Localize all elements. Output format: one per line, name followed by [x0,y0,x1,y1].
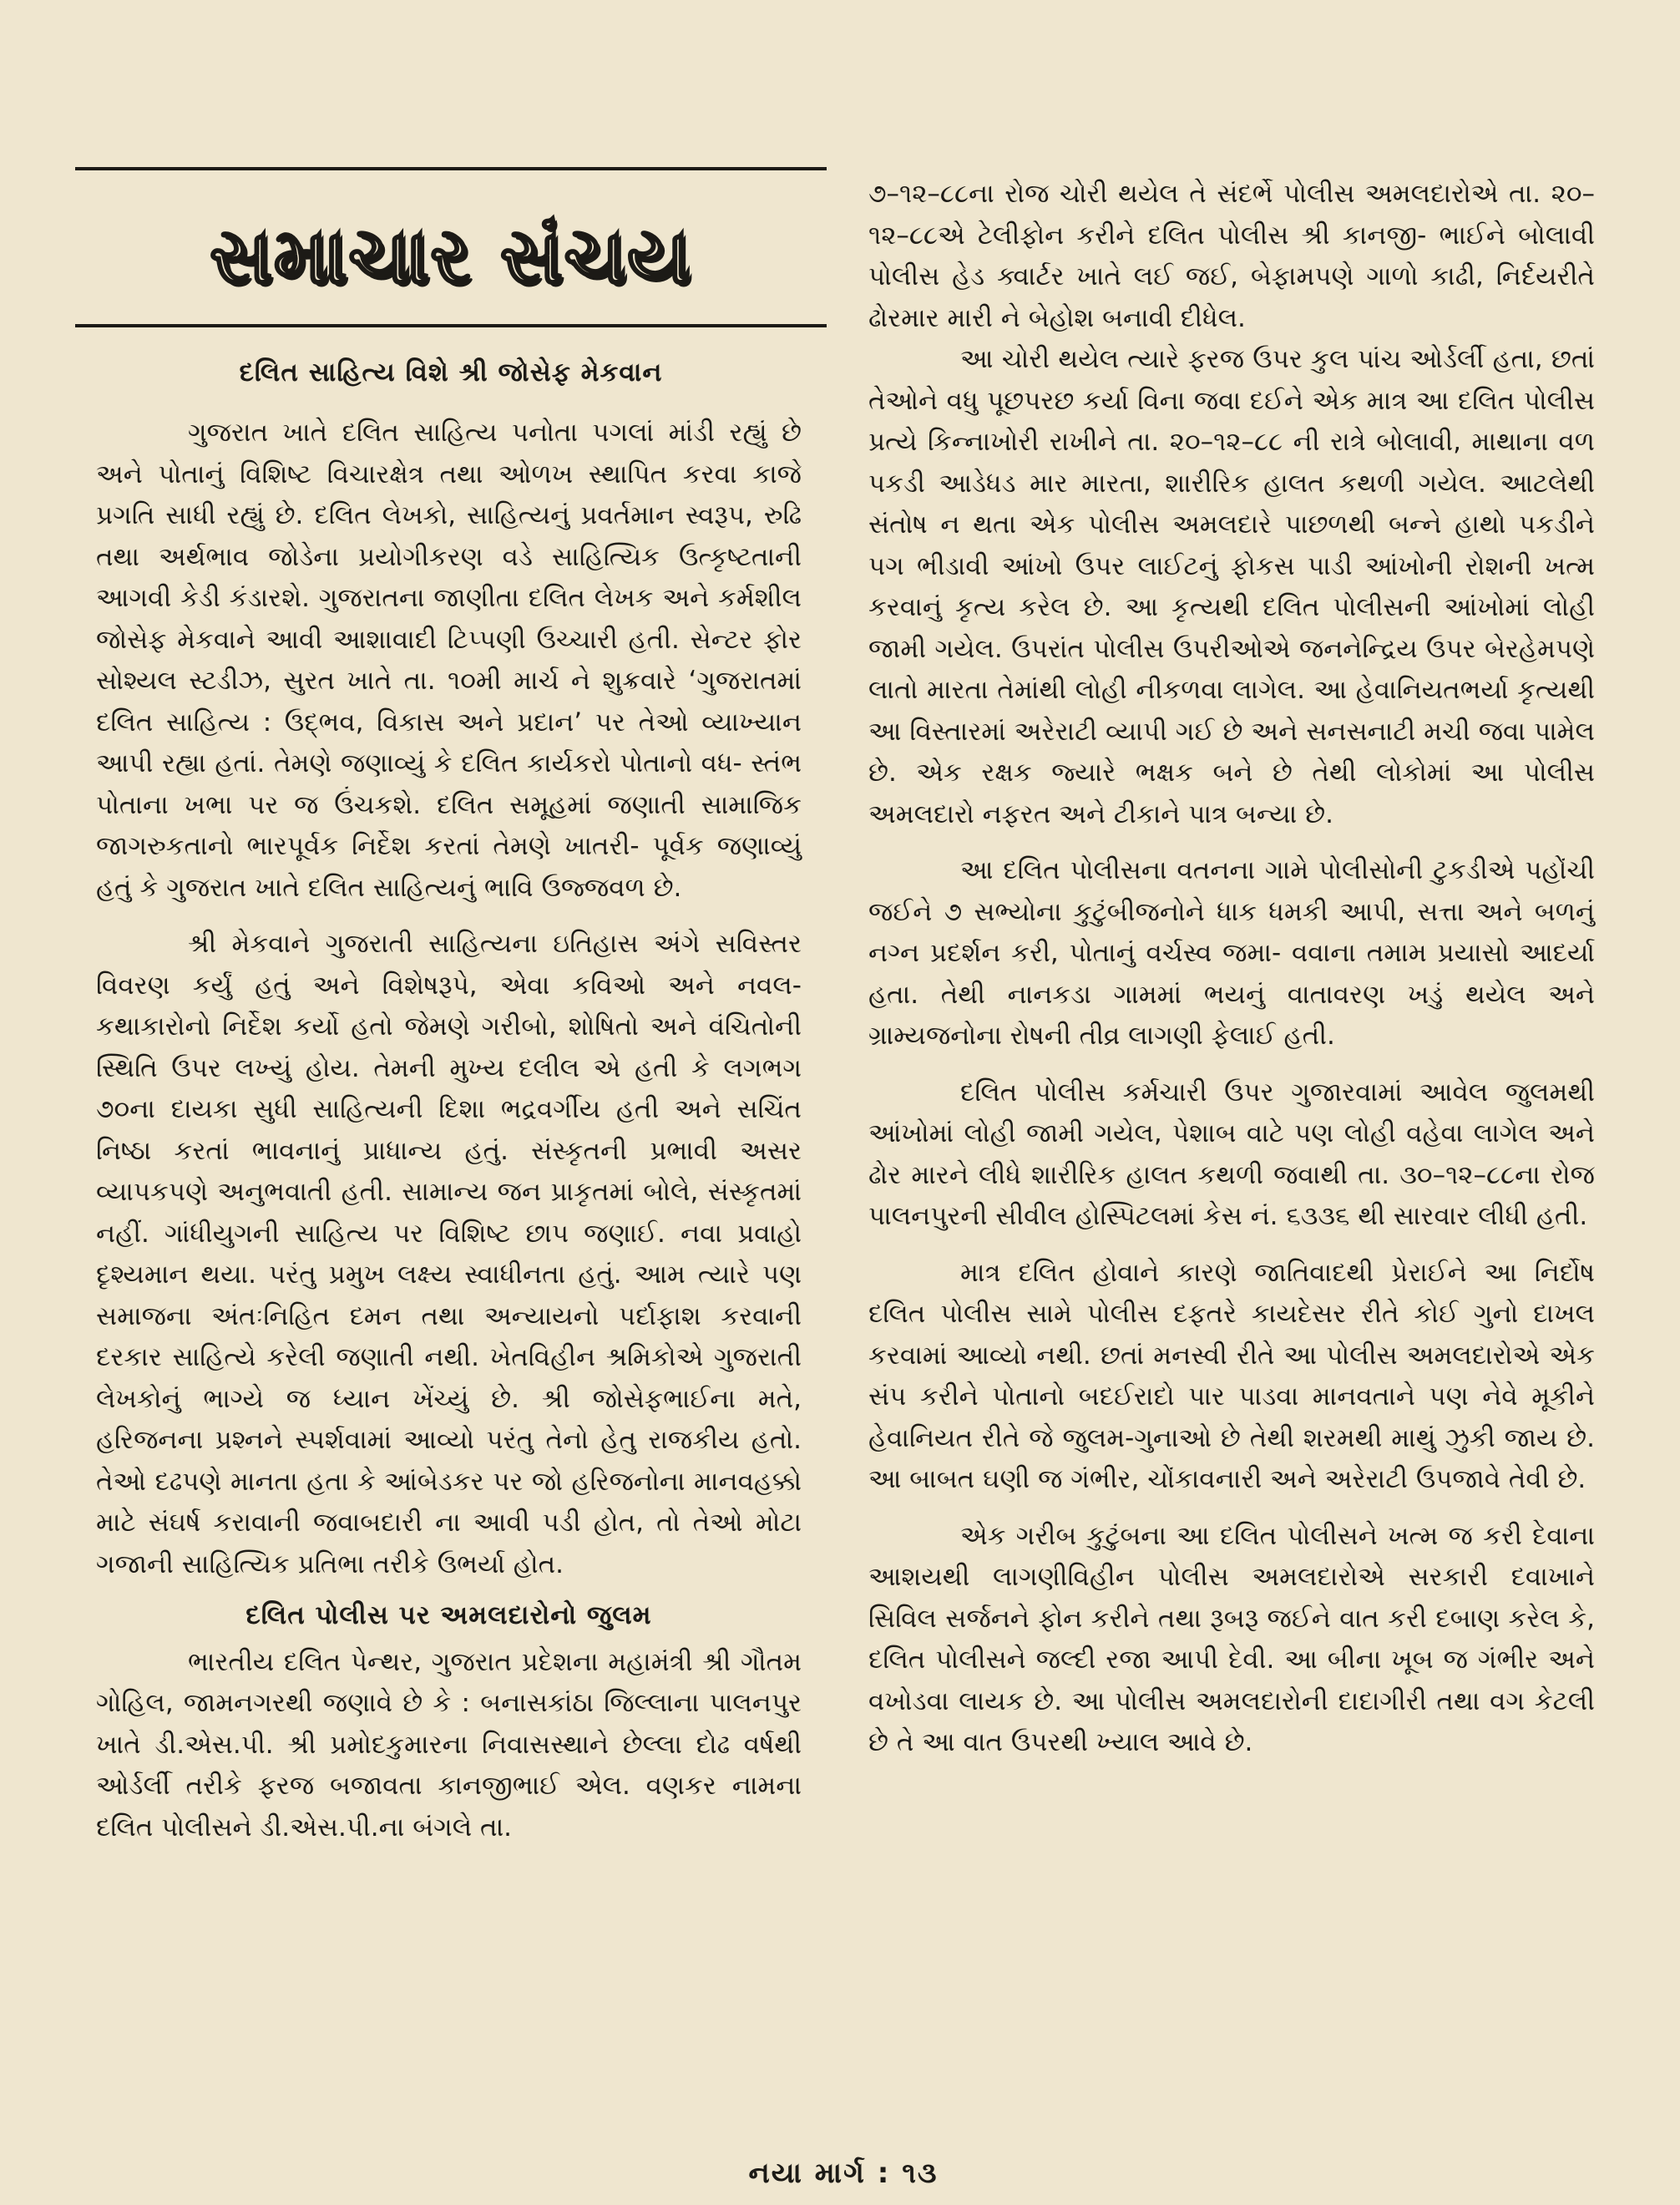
article1-paragraph: શ્રી મેકવાને ગુજરાતી સાહિત્યના ઇતિહાસ અંગે સવિસ્તર વિવરણ કર્યું હતું અને વિશેષરૂપે, એવા કવિઓ અને નવલ- કથાકારોનો નિર્દેશ કર્યો હતો જેમણે ગરીબો, શોષિતો અને વંચિતોની સ્થિતિ ઉપર લખ્યું હોય. તેમની મુખ્ય દલીલ એ હતી કે લગભગ ૭૦ના દાયકા સુધી સાહિત્યની દિશા ભદ્રવર્ગીય હતી અને સચિંત નિષ્ઠા કરતાં ભાવનાનું પ્રાધાન્ય હતું. સંસ્કૃતની પ્રભાવી અસર વ્યાપકપણે અનુભવાતી હતી. સામાન્ય જન પ્રાકૃતમાં બોલે, સંસ્કૃતમાં નહીં. ગાંધીયુગની સાહિત્ય પર વિશિષ્ટ છાપ જણાઈ. નવા પ્રવાહો દૃશ્યમાન થયા. પરંતુ પ્રમુખ લક્ષ્ય સ્વાધીનતા હતું. આમ ત્યારે પણ સમાજના અંતઃનિહિત દમન તથા અન્યાયનો પર્દાફાશ કરવાની દરકાર સાહિત્યે કરેલી જણાતી નથી. ખેતવિહીન શ્રમિકોએ ગુજરાતી લેખકોનું ભાગ્યે જ ધ્યાન ખેંચ્યું છે. શ્રી જોસેફભાઈના મતે, હરિજનના પ્રશ્નને સ્પર્શવામાં આવ્યો પરંતુ તેનો હેતુ રાજકીય હતો. તેઓ દઢપણે માનતા હતા કે આંબેડકર પર જો હરિજનોના માનવહક્કો માટે સંઘર્ષ કરાવાની જવાબદારી ના આવી પડી હોત, તો તેઓ મોટા ગજાની સાહિત્યિક પ્રતિભા તરીકે ઉભર્યા હોત. [96,929,802,1579]
right-column [868,174,1595,1764]
article2-paragraph: આ દલિત પોલીસના વતનના ગામે પોલીસોની ટુકડીએ પહોંચી જઈને ૭ સભ્યોના કુટુંબીજનોને ધાક ધમકી આપી, સત્તા અને બળનું નગ્ન પ્રદર્શન કરી, પોતાનું વર્ચસ્વ જમા- વવાના તમામ પ્રયાસો આદર્યા હતા. તેથી નાનકડા ગામમાં ભયનું વાતાવરણ ખડું થયેલ અને ગ્રામ્યજનોના રોષની તીવ્ર લાગણી ફેલાઈ હતી. [868,855,1595,1051]
article2-paragraph: ૭–૧૨–૮૮ના રોજ ચોરી થયેલ તે સંદર્ભે પોલીસ અમલદારોએ તા. ૨૦–૧૨–૮૮એ ટેલીફોન કરીને દલિત પોલીસ શ્રી કાનજી- ભાઈને બોલાવી પોલીસ હેડ ક્વાર્ટર ખાતે લઈ જઈ, બેફામપણે ગાળો કાઢી, નિર્દયરીતે ઢોરમાર મારી ને બેહોશ બનાવી દીધેલ. [868,179,1595,333]
article2-paragraph: માત્ર દલિત હોવાને કારણે જાતિવાદથી પ્રેરાઈને આ નિર્દોષ દલિત પોલીસ સામે પોલીસ દફતરે કાયદેસર રીતે કોઈ ગુનો દાખલ કરવામાં આવ્યો નથી. છતાં મનસ્વી રીતે આ પોલીસ અમલદારોએ એક સંપ કરીને પોતાનો બદઈરાદો પાર પાડવા માનવતાને પણ નેવે મૂકીને હેવાનિયત રીતે જે જુલમ-ગુનાઓ છે તેથી શરમથી માથું ઝુકી જાય છે. આ બાબત ઘણી જ ગંભીર, ચોંકાવનારી અને અરેરાટી ઉપજાવે તેવી છે. [868,1257,1595,1494]
article2-paragraph: એક ગરીબ કુટુંબના આ દલિત પોલીસને ખત્મ જ કરી દેવાના આશયથી લાગણીવિહીન પોલીસ અમલદારોએ સરકારી દવાખાને સિવિલ સર્જનને ફોન કરીને તથા રૂબરૂ જઈને વાત કરી દબાણ કરેલ કે, દલિત પોલીસને જલ્દી રજા આપી દેવી. આ બીના ખૂબ જ ગંભીર અને વખોડવા લાયક છે. આ પોલીસ અમલદારોની દાદાગીરી તથા વગ કેટલી છે તે આ વાત ઉપરથી ખ્યાલ આવે છે. [868,1520,1595,1757]
masthead-bottom-rule [75,324,827,327]
article1-heading: દલિત સાહિત્ય વિશે શ્રી જોસેફ મેકવાન [239,357,663,388]
page-footer: નયા માર્ગ : ૧૩ [748,2157,939,2190]
left-column [96,413,802,1848]
article2-heading: દલિત પોલીસ પર અમલદારોનો જુલમ [245,1600,652,1630]
masthead [75,194,827,319]
masthead-title: સમાચાર સંચય [210,210,692,301]
masthead-top-rule [75,167,827,170]
article2-paragraph: ભારતીય દલિત પેન્થર, ગુજરાત પ્રદેશના મહામંત્રી શ્રી ગૌતમ ગોહિલ, જામનગરથી જણાવે છે કે : બનાસકાંઠા જિલ્લાના પાલનપુર ખાતે ડી.એસ.પી. શ્રી પ્રમોદકુમારના નિવાસસ્થાને છેલ્લા દોઢ વર્ષથી ઓર્ડર્લી તરીકે ફરજ બજાવતા કાનજીભાઈ એલ. વણકર નામના દલિત પોલીસને ડી.એસ.પી.ના બંગલે તા. [96,1646,802,1843]
article2-paragraph: દલિત પોલીસ કર્મચારી ઉપર ગુજારવામાં આવેલ જુલમથી આંખોમાં લોહી જામી ગયેલ, પેશાબ વાટે પણ લોહી વહેવા લાગેલ અને ઢોર મારને લીધે શારીરિક હાલત કથળી જવાથી તા. ૩૦–૧૨–૮૮ના રોજ પાલનપુરની સીવીલ હોસ્પિટલમાં કેસ નં. ૬૩૩૬ થી સારવાર લીધી હતી. [868,1077,1595,1231]
article1-paragraph: ગુજરાત ખાતે દલિત સાહિત્ય પનોતા પગલાં માંડી રહ્યું છે અને પોતાનું વિશિષ્ટ વિચારક્ષેત્ર તથા ઓળખ સ્થાપિત કરવા કાજે પ્રગતિ સાધી રહ્યું છે. દલિત લેખકો, સાહિત્યનું પ્રવર્તમાન સ્વરૂપ, રુઢિ તથા અર્થભાવ જોડેના પ્રયોગીકરણ વડે સાહિત્યિક ઉત્કૃષ્ટતાની આગવી કેડી કંડારશે. ગુજરાતના જાણીતા દલિત લેખક અને કર્મશીલ જોસેફ મેકવાને આવી આશાવાદી ટિપ્પણી ઉચ્ચારી હતી. સેન્ટર ફોર સોશ્યલ સ્ટડીઝ, સુરત ખાતે તા. ૧૦મી માર્ચ ને શુક્રવારે ‘ગુજરાતમાં દલિત સાહિત્ય : ઉદ્ભવ, વિકાસ અને પ્રદાન’ પર તેઓ વ્યાખ્યાન આપી રહ્યા હતાં. તેમણે જણાવ્યું કે દલિત કાર્યકરો પોતાનો વધ- સ્તંભ પોતાના ખભા પર જ ઉંચકશે. દલિત સમૂહમાં જણાતી સામાજિક જાગરુકતાનો ભારપૂર્વક નિર્દેશ કરતાં તેમણે ખાતરી- પૂર્વક જણાવ્યું હતું કે ગુજરાત ખાતે દલિત સાહિત્યનું ભાવિ ઉજ્જવળ છે. [96,418,802,903]
article2-paragraph: આ ચોરી થયેલ ત્યારે ફરજ ઉપર કુલ પાંચ ઓર્ડર્લી હતા, છતાં તેઓને વધુ પૂછપરછ કર્યા વિના જવા દઈને એક માત્ર આ દલિત પોલીસ પ્રત્યે કિન્નાખોરી રાખીને તા. ૨૦–૧૨–૮૮ ની રાત્રે બોલાવી, માથાના વળ પકડી આડેધડ માર મારતા, શારીરિક હાલત કથળી ગયેલ. આટલેથી સંતોષ ન થતા એક પોલીસ અમલદારે પાછળથી બન્ને હાથો પકડીને પગ ભીડાવી આંખો ઉપર લાઈટનું ફોકસ પાડી આંખોની રોશની ખત્મ કરવાનું કૃત્ય કરેલ છે. આ કૃત્યથી દલિત પોલીસની આંખોમાં લોહી જામી ગયેલ. ઉપરાંત પોલીસ ઉપરીઓએ જનનેન્દ્રિય ઉપર બેરહેમપણે લાતો મારતા તેમાંથી લોહી નીકળવા લાગેલ. આ હેવાનિયતભર્યા કૃત્યથી આ વિસ્તારમાં અરેરાટી વ્યાપી ગઈ છે અને સનસનાટી મચી જવા પામેલ છે. એક રક્ષક જ્યારે ભક્ષક બને છે તેથી લોકોમાં આ પોલીસ અમલદારો નફરત અને ટીકાને પાત્ર બન્યા છે. [868,344,1595,829]
